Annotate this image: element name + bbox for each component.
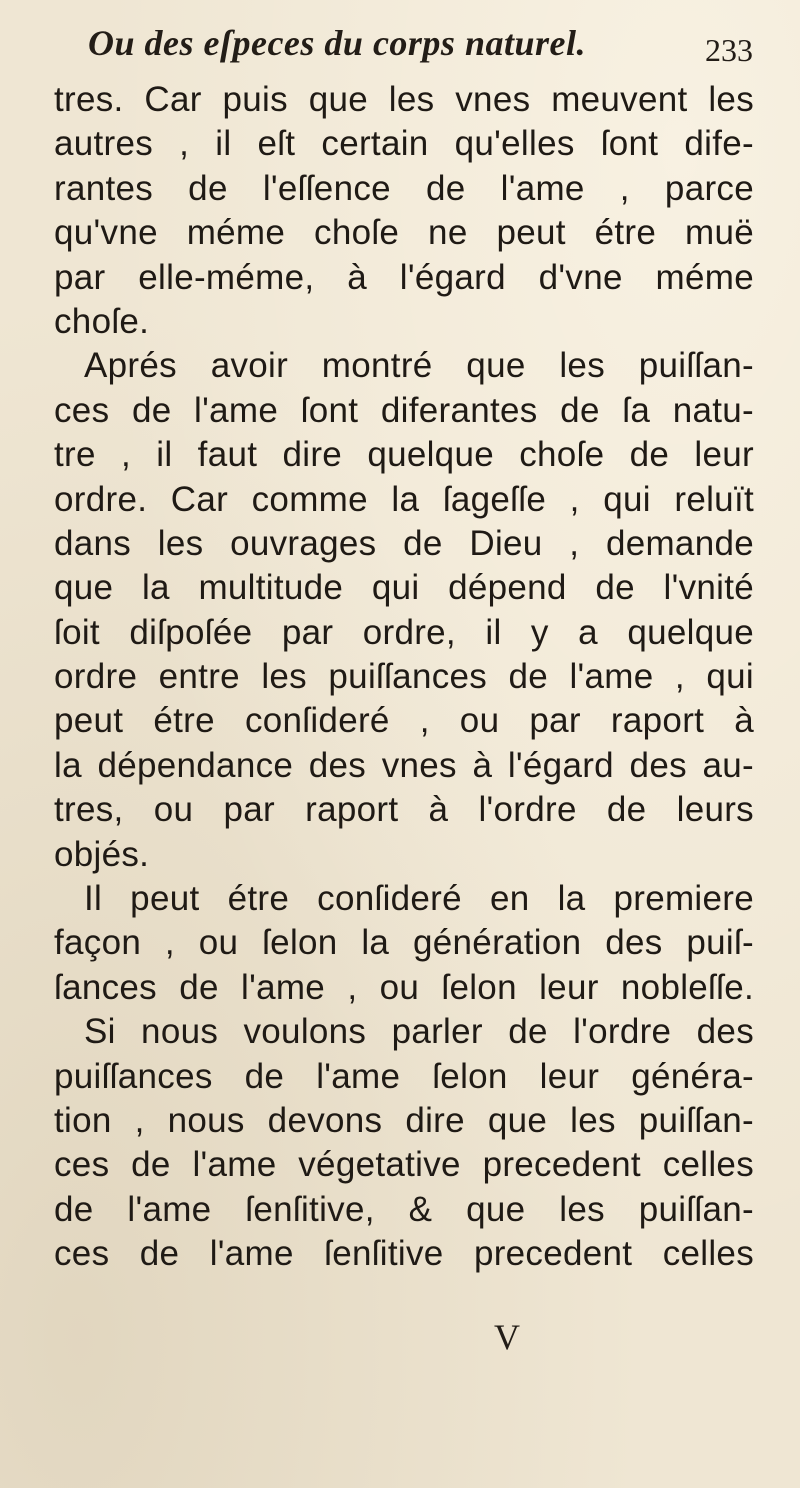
text-line: ces de l'ame ſont diferantes de ſa natu- [54,390,754,430]
text-line: ſoit diſpoſée par ordre, il y a quelque [54,612,754,652]
text-line: Il peut étre conſideré en la premiere [84,879,754,919]
text-line: Si nous voulons parler de l'ordre des [84,1012,754,1052]
text-line: de l'ame ſenſitive, & que les puiſſan- [54,1189,754,1229]
text-line: ſances de l'ame , ou ſelon leur nobleſſe. [54,967,754,1007]
text-line: la dépendance des vnes à l'égard des au- [54,745,754,785]
text-line: ces de l'ame ſenſitive precedent celles [54,1234,754,1274]
text-line: ces de l'ame végetative precedent celles [54,1145,754,1185]
text-line: dans les ouvrages de Dieu , demande [54,523,754,563]
text-line: puiſſances de l'ame ſelon leur généra- [54,1056,754,1096]
running-head [0,18,800,78]
text-line: ordre entre les puiſſances de l'ame , qui [54,657,754,697]
text-line: rantes de l'eſſence de l'ame , parce [54,168,754,208]
text-line: tion , nous devons dire que les puiſſan- [54,1100,754,1140]
text-line: choſe. [54,301,150,341]
text-line: façon , ou ſelon la génération des puiſ- [54,923,754,963]
text-line: tres, ou par raport à l'ordre de leurs [54,790,754,830]
text-line: peut étre conſideré , ou par raport à [54,701,754,741]
running-title: Ou des eſpeces du corps naturel. [88,23,586,63]
text-line: que la multitude qui dépend de l'vnité [54,568,754,608]
body-text [54,78,754,1277]
text-line: Aprés avoir montré que les puiſſan- [84,346,754,386]
text-line: objés. [54,834,150,874]
page-number: 233 [705,32,753,68]
text-line: qu'vne méme choſe ne peut étre muë [54,213,754,253]
text-line: par elle-méme, à l'égard d'vne méme [54,257,754,297]
text-line: ordre. Car comme la ſageſſe , qui reluït [54,479,754,519]
text-line: tres. Car puis que les vnes meuvent les [54,80,754,119]
text-line: tre , il faut dire quelque choſe de leur [54,435,754,475]
signature-mark: V [494,1317,520,1357]
text-line: autres , il eſt certain qu'elles ſont dife- [54,124,754,164]
